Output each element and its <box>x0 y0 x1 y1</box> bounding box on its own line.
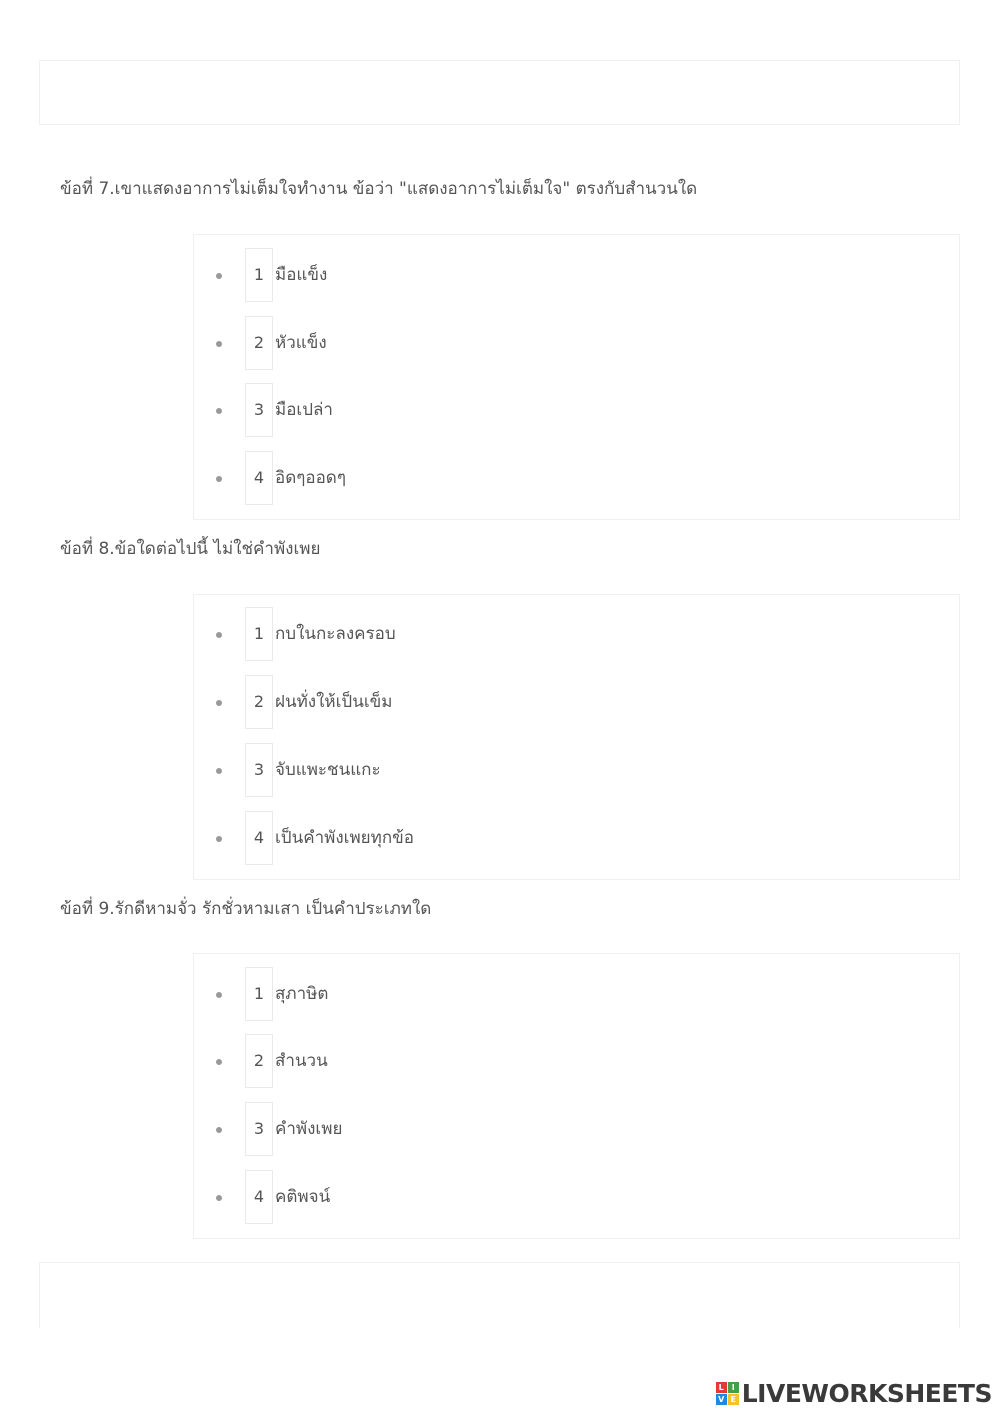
option-label: มือเปล่า <box>275 400 333 420</box>
bullet-icon <box>216 836 222 842</box>
option-item[interactable] <box>194 451 959 507</box>
option-number-box[interactable]: 1 <box>245 607 273 661</box>
option-label: กบในกะลงครอบ <box>275 624 396 644</box>
footer-box <box>39 1262 960 1328</box>
option-number-box[interactable]: 3 <box>245 1102 273 1156</box>
option-item[interactable] <box>194 607 959 663</box>
bullet-icon <box>216 700 222 706</box>
option-number-box[interactable]: 4 <box>245 451 273 505</box>
option-item[interactable] <box>194 1034 959 1090</box>
bullet-icon <box>216 1127 222 1133</box>
bullet-icon <box>216 341 222 347</box>
question-7-text: ข้อที่ 7.เขาแสดงอาการไม่เต็มใจทำงาน ข้อว่า "แสดงอาการไม่เต็มใจ" ตรงกับสำนวนใด <box>60 179 698 199</box>
option-label: คติพจน์ <box>275 1187 331 1207</box>
logo-letter-e: E <box>728 1394 739 1405</box>
option-label: จับแพะชนแกะ <box>275 760 381 780</box>
option-item[interactable] <box>194 743 959 799</box>
option-item[interactable] <box>194 1170 959 1226</box>
bullet-icon <box>216 1195 222 1201</box>
option-number-box[interactable]: 1 <box>245 248 273 302</box>
bullet-icon <box>216 632 222 638</box>
option-item[interactable] <box>194 967 959 1023</box>
option-number-box[interactable]: 4 <box>245 811 273 865</box>
liveworksheets-logo <box>716 1378 992 1408</box>
logo-letter-l: L <box>716 1382 727 1393</box>
option-item[interactable] <box>194 1102 959 1158</box>
bullet-icon <box>216 1059 222 1065</box>
bullet-icon <box>216 992 222 998</box>
bullet-icon <box>216 408 222 414</box>
bullet-icon <box>216 476 222 482</box>
liveworksheets-wordmark: LIVEWORKSHEETS <box>741 1378 992 1408</box>
option-number-box[interactable]: 3 <box>245 383 273 437</box>
option-item[interactable] <box>194 675 959 731</box>
option-number-box[interactable]: 2 <box>245 316 273 370</box>
liveworksheets-logo-icon <box>716 1382 739 1405</box>
logo-letter-i: I <box>728 1382 739 1393</box>
option-label: เป็นคำพังเพยทุกข้อ <box>275 828 414 848</box>
option-label: หัวแข็ง <box>275 333 327 353</box>
option-label: มือแข็ง <box>275 265 328 285</box>
option-number-box[interactable]: 2 <box>245 675 273 729</box>
option-number-box[interactable]: 2 <box>245 1034 273 1088</box>
option-label: ฝนทั่งให้เป็นเข็ม <box>275 692 393 712</box>
option-item[interactable] <box>194 383 959 439</box>
question-8-text: ข้อที่ 8.ข้อใดต่อไปนี้ ไม่ใช่คำพังเพย <box>60 539 321 559</box>
bullet-icon <box>216 768 222 774</box>
question-9-options <box>193 953 960 1239</box>
logo-letter-v: V <box>716 1394 727 1405</box>
question-9-text: ข้อที่ 9.รักดีหามจั่ว รักชั่วหามเสา เป็นคำประเภทใด <box>60 899 432 919</box>
question-7-options <box>193 234 960 520</box>
option-item[interactable] <box>194 811 959 867</box>
option-number-box[interactable]: 1 <box>245 967 273 1021</box>
option-number-box[interactable]: 4 <box>245 1170 273 1224</box>
option-label: สุภาษิต <box>275 984 329 1004</box>
bullet-icon <box>216 273 222 279</box>
option-label: สำนวน <box>275 1051 328 1071</box>
option-item[interactable] <box>194 248 959 304</box>
option-item[interactable] <box>194 316 959 372</box>
option-label: อิดๆออดๆ <box>275 468 346 488</box>
question-8-options <box>193 594 960 880</box>
header-box <box>39 60 960 125</box>
option-number-box[interactable]: 3 <box>245 743 273 797</box>
option-label: คำพังเพย <box>275 1119 343 1139</box>
